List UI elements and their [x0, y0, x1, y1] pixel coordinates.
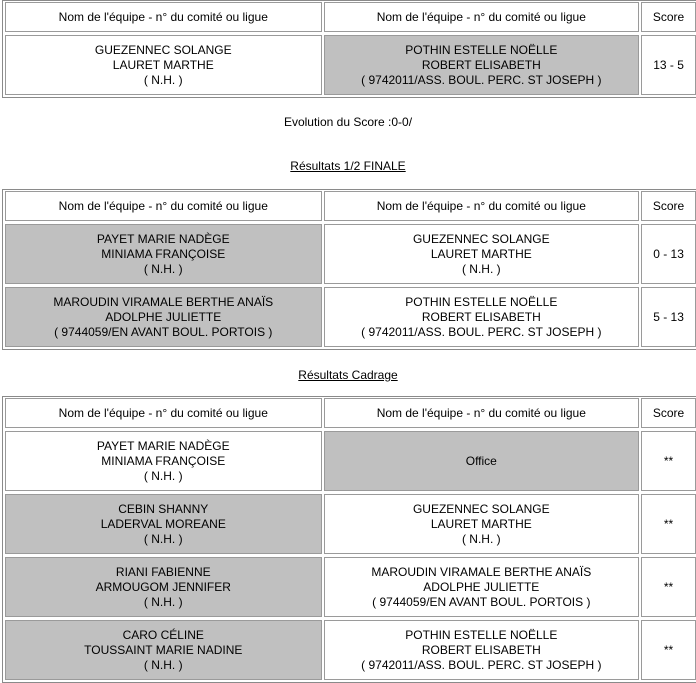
team-player-line: TOUSSAINT MARIE NADINE	[84, 642, 243, 657]
team-player-line: MINIAMA FRANÇOISE	[101, 246, 226, 261]
score-cell: 13 - 5	[641, 35, 696, 95]
team-club-line: ( N.H. )	[143, 72, 183, 87]
semifinal-title: Résultats 1/2 FINALE	[290, 159, 406, 173]
team2-cell	[324, 224, 640, 284]
table-row	[3, 430, 696, 493]
header-team2: Nom de l'équipe - n° du comité ou ligue	[324, 2, 640, 32]
team-player-line: LADERVAL MOREANE	[100, 516, 226, 531]
team-player-line: ROBERT ELISABETH	[421, 642, 541, 657]
team-club-line: ( N.H. )	[461, 261, 501, 276]
team-player-line: Office	[465, 453, 497, 468]
score-cell: **	[641, 494, 696, 554]
team-player-line: POTHIN ESTELLE NOËLLE	[405, 294, 558, 309]
table-row	[3, 556, 696, 619]
team-club-line: ( 9742011/ASS. BOUL. PERC. ST JOSEPH )	[361, 657, 602, 672]
table-row	[3, 34, 696, 97]
team-club-line: ( N.H. )	[143, 594, 183, 609]
team-player-line: GUEZENNEC SOLANGE	[412, 231, 550, 246]
team-club-line: ( N.H. )	[143, 657, 183, 672]
team-player-line: MAROUDIN VIRAMALE BERTHE ANAÏS	[53, 294, 274, 309]
table-row	[3, 493, 696, 556]
score-evolution: Evolution du Score :0-0/	[283, 115, 413, 129]
score-cell: **	[641, 557, 696, 617]
team-player-line: POTHIN ESTELLE NOËLLE	[405, 627, 558, 642]
team-player-line: POTHIN ESTELLE NOËLLE	[405, 42, 558, 57]
team-player-line: ROBERT ELISABETH	[421, 57, 541, 72]
cadrage-header-row	[3, 397, 696, 430]
header-team2: Nom de l'équipe - n° du comité ou ligue	[324, 191, 640, 221]
team-club-line: ( 9742011/ASS. BOUL. PERC. ST JOSEPH )	[361, 72, 602, 87]
team1-cell	[5, 224, 322, 284]
header-team1: Nom de l'équipe - n° du comité ou ligue	[5, 2, 322, 32]
cadrage-table	[2, 396, 696, 683]
cadrage-title: Résultats Cadrage	[298, 368, 398, 382]
header-team1: Nom de l'équipe - n° du comité ou ligue	[5, 191, 322, 221]
score-cell: **	[641, 620, 696, 680]
team2-cell	[324, 620, 640, 680]
team-player-line: ADOLPHE JULIETTE	[423, 579, 540, 594]
team1-cell	[5, 287, 322, 347]
header-score: Score	[641, 2, 696, 32]
finale-table	[2, 0, 696, 98]
header-team1: Nom de l'équipe - n° du comité ou ligue	[5, 398, 322, 428]
team-player-line: LAURET MARTHE	[430, 246, 532, 261]
team-player-line: GUEZENNEC SOLANGE	[412, 501, 550, 516]
team2-cell	[324, 494, 640, 554]
header-score: Score	[641, 191, 696, 221]
score-cell: 0 - 13	[641, 224, 696, 284]
team2-cell	[324, 287, 640, 347]
team-club-line: ( N.H. )	[461, 531, 501, 546]
team-club-line: ( 9744059/EN AVANT BOUL. PORTOIS )	[372, 594, 591, 609]
header-team2: Nom de l'équipe - n° du comité ou ligue	[324, 398, 640, 428]
team2-cell	[324, 557, 640, 617]
score-cell: 5 - 13	[641, 287, 696, 347]
team-club-line: ( N.H. )	[143, 531, 183, 546]
team-player-line: LAURET MARTHE	[430, 516, 532, 531]
team1-cell	[5, 557, 322, 617]
team-player-line: ROBERT ELISABETH	[421, 309, 541, 324]
team-club-line: ( 9742011/ASS. BOUL. PERC. ST JOSEPH )	[361, 324, 602, 339]
team-player-line: PAYET MARIE NADÈGE	[96, 231, 230, 246]
team-player-line: ADOLPHE JULIETTE	[105, 309, 222, 324]
team-player-line: PAYET MARIE NADÈGE	[96, 438, 230, 453]
team-player-line: CEBIN SHANNY	[118, 501, 209, 516]
team-club-line: ( 9744059/EN AVANT BOUL. PORTOIS )	[54, 324, 273, 339]
team1-cell	[5, 35, 322, 95]
team1-cell	[5, 620, 322, 680]
team-club-line: ( N.H. )	[143, 468, 183, 483]
team-player-line: LAURET MARTHE	[112, 57, 214, 72]
team-player-line: GUEZENNEC SOLANGE	[94, 42, 232, 57]
team2-cell	[324, 35, 640, 95]
team-player-line: RIANI FABIENNE	[115, 564, 211, 579]
team-player-line: CARO CÉLINE	[122, 627, 204, 642]
team2-cell	[324, 431, 640, 491]
header-score: Score	[641, 398, 696, 428]
table-row	[3, 223, 696, 286]
team1-cell	[5, 431, 322, 491]
team1-cell	[5, 494, 322, 554]
table-row	[3, 286, 696, 349]
semifinal-header-row	[3, 190, 696, 223]
team-player-line: ARMOUGOM JENNIFER	[95, 579, 231, 594]
team-club-line: ( N.H. )	[143, 261, 183, 276]
semifinal-table	[2, 189, 696, 350]
score-cell: **	[641, 431, 696, 491]
team-player-line: MINIAMA FRANÇOISE	[101, 453, 226, 468]
finale-header-row	[3, 1, 696, 34]
team-player-line: MAROUDIN VIRAMALE BERTHE ANAÏS	[371, 564, 592, 579]
